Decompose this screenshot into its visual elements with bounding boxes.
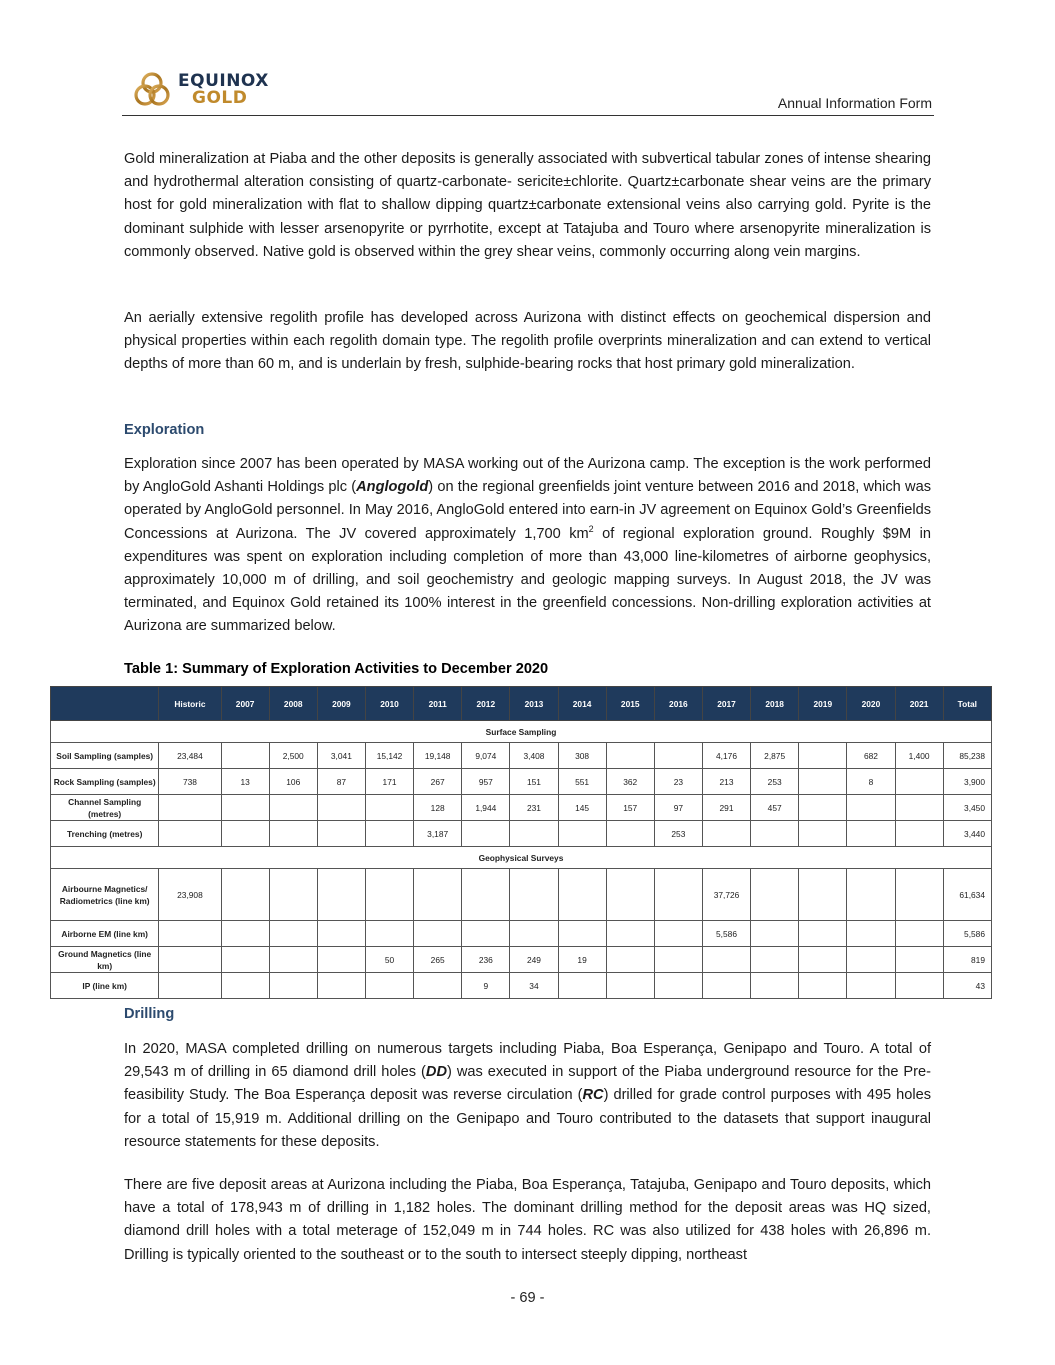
table-cell <box>462 869 510 921</box>
table-cell: 19 <box>558 947 606 973</box>
group-title: Geophysical Surveys <box>51 847 992 869</box>
table-cell <box>317 973 365 999</box>
table-cell: 145 <box>558 795 606 821</box>
table-cell <box>895 769 943 795</box>
table-cell: 457 <box>751 795 799 821</box>
table-cell <box>895 869 943 921</box>
document-title: Annual Information Form <box>777 95 932 111</box>
table-cell: 151 <box>510 769 558 795</box>
drilling-heading: Drilling <box>124 1006 175 1022</box>
table-cell <box>751 921 799 947</box>
table-cell <box>269 869 317 921</box>
table-cell: 5,586 <box>702 921 750 947</box>
column-header: Historic <box>159 687 221 721</box>
table-cell: 128 <box>414 795 462 821</box>
page-number: - 69 - <box>510 1290 545 1306</box>
table-cell <box>606 973 654 999</box>
table-cell <box>414 921 462 947</box>
table-cell <box>159 795 221 821</box>
column-header: 2019 <box>799 687 847 721</box>
table-cell: 171 <box>365 769 413 795</box>
paragraph-mineralization: Gold mineralization at Piaba and the other deposits is generally associated with subvertical tabular zones of intense shearing and hydrothermal alteration consisting of quartz-carbonate- sericite±chlorite. Quartz±carbonate shear veins are the primary host for gold mineralization with flat to shallow dipping quartz±carbonate extensional veins also carrying gold. Pyrite is the dominant sulphide with lesser arsenopyrite or pyrrhotite, except at Tatajuba and Touro where arsenopyrite mineralization is commonly observed. Native gold is observed within the grey shear veins, commonly occurring along vein margins. <box>124 151 931 260</box>
table-cell: 3,408 <box>510 743 558 769</box>
table-cell <box>269 921 317 947</box>
table-row <box>51 947 992 973</box>
column-header: Total <box>943 687 991 721</box>
table-cell: 157 <box>606 795 654 821</box>
table-cell: 265 <box>414 947 462 973</box>
table-cell: 9,074 <box>462 743 510 769</box>
table-cell: 738 <box>159 769 221 795</box>
table-cell <box>895 973 943 999</box>
table-cell <box>799 795 847 821</box>
table-cell <box>462 921 510 947</box>
column-header: 2011 <box>414 687 462 721</box>
table-cell <box>159 947 221 973</box>
table-cell: 13 <box>221 769 269 795</box>
row-label: IP (line km) <box>51 973 159 999</box>
table-cell <box>847 973 895 999</box>
table-cell <box>462 821 510 847</box>
table-cell <box>510 869 558 921</box>
table-cell: 34 <box>510 973 558 999</box>
table-cell: 682 <box>847 743 895 769</box>
table-cell <box>317 947 365 973</box>
table-cell <box>221 869 269 921</box>
column-header <box>51 687 159 721</box>
table-cell <box>799 821 847 847</box>
table-cell: 3,187 <box>414 821 462 847</box>
table-cell: 19,148 <box>414 743 462 769</box>
table-cell: 267 <box>414 769 462 795</box>
row-label: Ground Magnetics (line km) <box>51 947 159 973</box>
table-cell: 23,908 <box>159 869 221 921</box>
table-row <box>51 921 992 947</box>
column-header: 2009 <box>317 687 365 721</box>
table-cell <box>317 869 365 921</box>
logo-text-equinox: EQUINOX <box>178 71 269 91</box>
table-cell <box>317 821 365 847</box>
table-cell <box>847 795 895 821</box>
page-header <box>122 68 934 116</box>
table-cell <box>751 821 799 847</box>
table-cell <box>654 973 702 999</box>
table-cell <box>221 795 269 821</box>
table-row <box>51 769 992 795</box>
table-cell: 551 <box>558 769 606 795</box>
table-cell: 957 <box>462 769 510 795</box>
column-header: 2013 <box>510 687 558 721</box>
table-row <box>51 795 992 821</box>
table-cell <box>847 921 895 947</box>
table-cell <box>606 947 654 973</box>
table-cell <box>654 869 702 921</box>
table-cell <box>365 973 413 999</box>
company-logo <box>132 70 269 110</box>
total-cell: 3,450 <box>943 795 991 821</box>
table-cell: 23 <box>654 769 702 795</box>
table-cell <box>558 973 606 999</box>
total-cell: 85,238 <box>943 743 991 769</box>
table-cell <box>895 795 943 821</box>
total-cell: 819 <box>943 947 991 973</box>
row-label: Channel Sampling (metres) <box>51 795 159 821</box>
row-label: Airborne EM (line km) <box>51 921 159 947</box>
table-group-row <box>51 847 992 869</box>
table-cell: 4,176 <box>702 743 750 769</box>
table-group-row <box>51 721 992 743</box>
table-cell: 87 <box>317 769 365 795</box>
table-cell: 308 <box>558 743 606 769</box>
table-cell <box>654 921 702 947</box>
table-cell: 253 <box>654 821 702 847</box>
row-label: Rock Sampling (samples) <box>51 769 159 795</box>
row-label: Soil Sampling (samples) <box>51 743 159 769</box>
table-cell: 106 <box>269 769 317 795</box>
table-cell: 2,500 <box>269 743 317 769</box>
row-label: Airbourne Magnetics/ Radiometrics (line km) <box>51 869 159 921</box>
table-cell <box>159 821 221 847</box>
column-header: 2020 <box>847 687 895 721</box>
table-cell <box>558 821 606 847</box>
table-cell <box>895 947 943 973</box>
table-row <box>51 743 992 769</box>
table-row <box>51 869 992 921</box>
table-cell <box>606 869 654 921</box>
exploration-summary-table <box>50 686 992 999</box>
table-cell <box>365 795 413 821</box>
column-header: 2007 <box>221 687 269 721</box>
table-cell <box>847 869 895 921</box>
table-cell: 1,944 <box>462 795 510 821</box>
total-cell: 3,900 <box>943 769 991 795</box>
table-cell <box>221 973 269 999</box>
table-cell <box>317 921 365 947</box>
table-cell: 2,875 <box>751 743 799 769</box>
table-cell <box>365 821 413 847</box>
table-cell <box>606 743 654 769</box>
logo-text-gold: GOLD <box>192 88 248 108</box>
table-cell <box>847 821 895 847</box>
column-header: 2016 <box>654 687 702 721</box>
table-cell: 1,400 <box>895 743 943 769</box>
table-cell <box>510 821 558 847</box>
table-header-row <box>51 687 992 721</box>
table-cell <box>269 947 317 973</box>
table-row <box>51 973 992 999</box>
table-caption: Table 1: Summary of Exploration Activities to December 2020 <box>124 661 549 677</box>
dd-term: DD <box>425 1064 448 1081</box>
table-cell: 249 <box>510 947 558 973</box>
table-cell: 3,041 <box>317 743 365 769</box>
paragraph-exploration: Exploration since 2007 has been operated by MASA working out of the Aurizona camp. The exception is the work performed by AngloGold Ashanti Holdings plc (Anglogold) on the regional greenfields joint venture between 2016 and 2018, which was operated by AngloGold personnel. In May 2016, AngloGold entered into earn-in JV agreement on Equinox Gold’s Greenfields Concessions at Aurizona. The JV covered approximately 1,700 $km^2$ of regional exploration ground. Roughly $9M in expenditures was spent on exploration including completion of more than 43,000 line-kilometres of airborne geophysics, approximately 10,000 m of drilling, and soil geochemistry and geologic mapping surveys. In August 2018, the JV was terminated, and Equinox Gold retained its 100% interest in the greenfield concessions. Non-drilling exploration activities at Aurizona are summarized below. <box>124 456 931 635</box>
table-cell <box>654 743 702 769</box>
equinox-rings-icon <box>132 70 172 110</box>
group-title: Surface Sampling <box>51 721 992 743</box>
column-header: 2021 <box>895 687 943 721</box>
rc-term: RC <box>582 1087 604 1104</box>
table-cell <box>606 821 654 847</box>
total-cell: 3,440 <box>943 821 991 847</box>
table-cell <box>751 869 799 921</box>
table-cell: 23,484 <box>159 743 221 769</box>
table-cell <box>269 795 317 821</box>
table-cell <box>221 743 269 769</box>
table-cell: 97 <box>654 795 702 821</box>
table-cell <box>159 921 221 947</box>
table-cell <box>895 821 943 847</box>
column-header: 2012 <box>462 687 510 721</box>
table-cell <box>558 921 606 947</box>
row-label: Trenching (metres) <box>51 821 159 847</box>
table-cell: 37,726 <box>702 869 750 921</box>
table-cell <box>269 821 317 847</box>
total-cell: 5,586 <box>943 921 991 947</box>
table-cell <box>751 973 799 999</box>
table-cell <box>847 947 895 973</box>
table-cell: 9 <box>462 973 510 999</box>
paragraph-deposit-areas: There are five deposit areas at Aurizona including the Piaba, Boa Esperança, Tatajuba, Genipapo and Touro deposits, which have a total of 178,943 m of drilling in 1,182 holes. The dominant drilling method for the deposit areas was HQ sized, diamond drill holes with a total meterage of 152,049 m in 744 holes. RC was also utilized for 438 holes with 26,896 m. Drilling is typically oriented to the southeast or to the south to intersect steeply dipping, northeast <box>124 1177 931 1263</box>
table-cell <box>606 921 654 947</box>
table-cell <box>799 947 847 973</box>
table-cell <box>702 973 750 999</box>
table-cell <box>799 743 847 769</box>
table-cell <box>221 921 269 947</box>
table-cell <box>414 973 462 999</box>
table-cell <box>269 973 317 999</box>
table-cell <box>221 821 269 847</box>
table-cell <box>799 973 847 999</box>
table-cell: 15,142 <box>365 743 413 769</box>
table-cell <box>799 921 847 947</box>
table-cell: 231 <box>510 795 558 821</box>
table-cell <box>365 921 413 947</box>
table-cell <box>702 947 750 973</box>
paragraph-regolith: An aerially extensive regolith profile has developed across Aurizona with distinct effects on geochemical dispersion and physical properties within each regolith domain type. The regolith profile overprints mineralization and can extend to vertical depths of more than 60 m, and is underlain by fresh, sulphide-bearing rocks that host primary gold mineralization. <box>124 310 931 373</box>
table-cell <box>317 795 365 821</box>
table-cell <box>654 947 702 973</box>
column-header: 2018 <box>751 687 799 721</box>
table-cell <box>414 869 462 921</box>
exploration-heading: Exploration <box>124 422 205 438</box>
table-row <box>51 821 992 847</box>
table-cell <box>159 973 221 999</box>
table-cell: 50 <box>365 947 413 973</box>
table-cell <box>751 947 799 973</box>
column-header: 2015 <box>606 687 654 721</box>
table-cell: 236 <box>462 947 510 973</box>
table-cell <box>510 921 558 947</box>
table-cell <box>221 947 269 973</box>
table-cell: 253 <box>751 769 799 795</box>
table-cell: 213 <box>702 769 750 795</box>
table-cell <box>799 769 847 795</box>
total-cell: 61,634 <box>943 869 991 921</box>
column-header: 2014 <box>558 687 606 721</box>
total-cell: 43 <box>943 973 991 999</box>
column-header: 2010 <box>365 687 413 721</box>
table-cell <box>895 921 943 947</box>
table-cell: 8 <box>847 769 895 795</box>
table-cell <box>702 821 750 847</box>
table-cell <box>558 869 606 921</box>
paragraph-drilling-2020: In 2020, MASA completed drilling on numerous targets including Piaba, Boa Esperança, Genipapo and Touro. A total of 29,543 m of drilling in 65 diamond drill holes (DD) was executed in support of the Piaba underground resource for the Pre-feasibility Study. The Boa Esperança deposit was reverse circulation (RC) drilled for grade control purposes with 495 holes for a total of 15,919 m. Additional drilling on the Genipapo and Touro contributed to the datasets that support inaugural resource statements for these deposits. <box>124 1041 932 1150</box>
table-cell <box>799 869 847 921</box>
table-cell <box>365 869 413 921</box>
anglogold-term: Anglogold <box>356 479 429 496</box>
column-header: 2017 <box>702 687 750 721</box>
table-cell: 362 <box>606 769 654 795</box>
table-cell: 291 <box>702 795 750 821</box>
column-header: 2008 <box>269 687 317 721</box>
